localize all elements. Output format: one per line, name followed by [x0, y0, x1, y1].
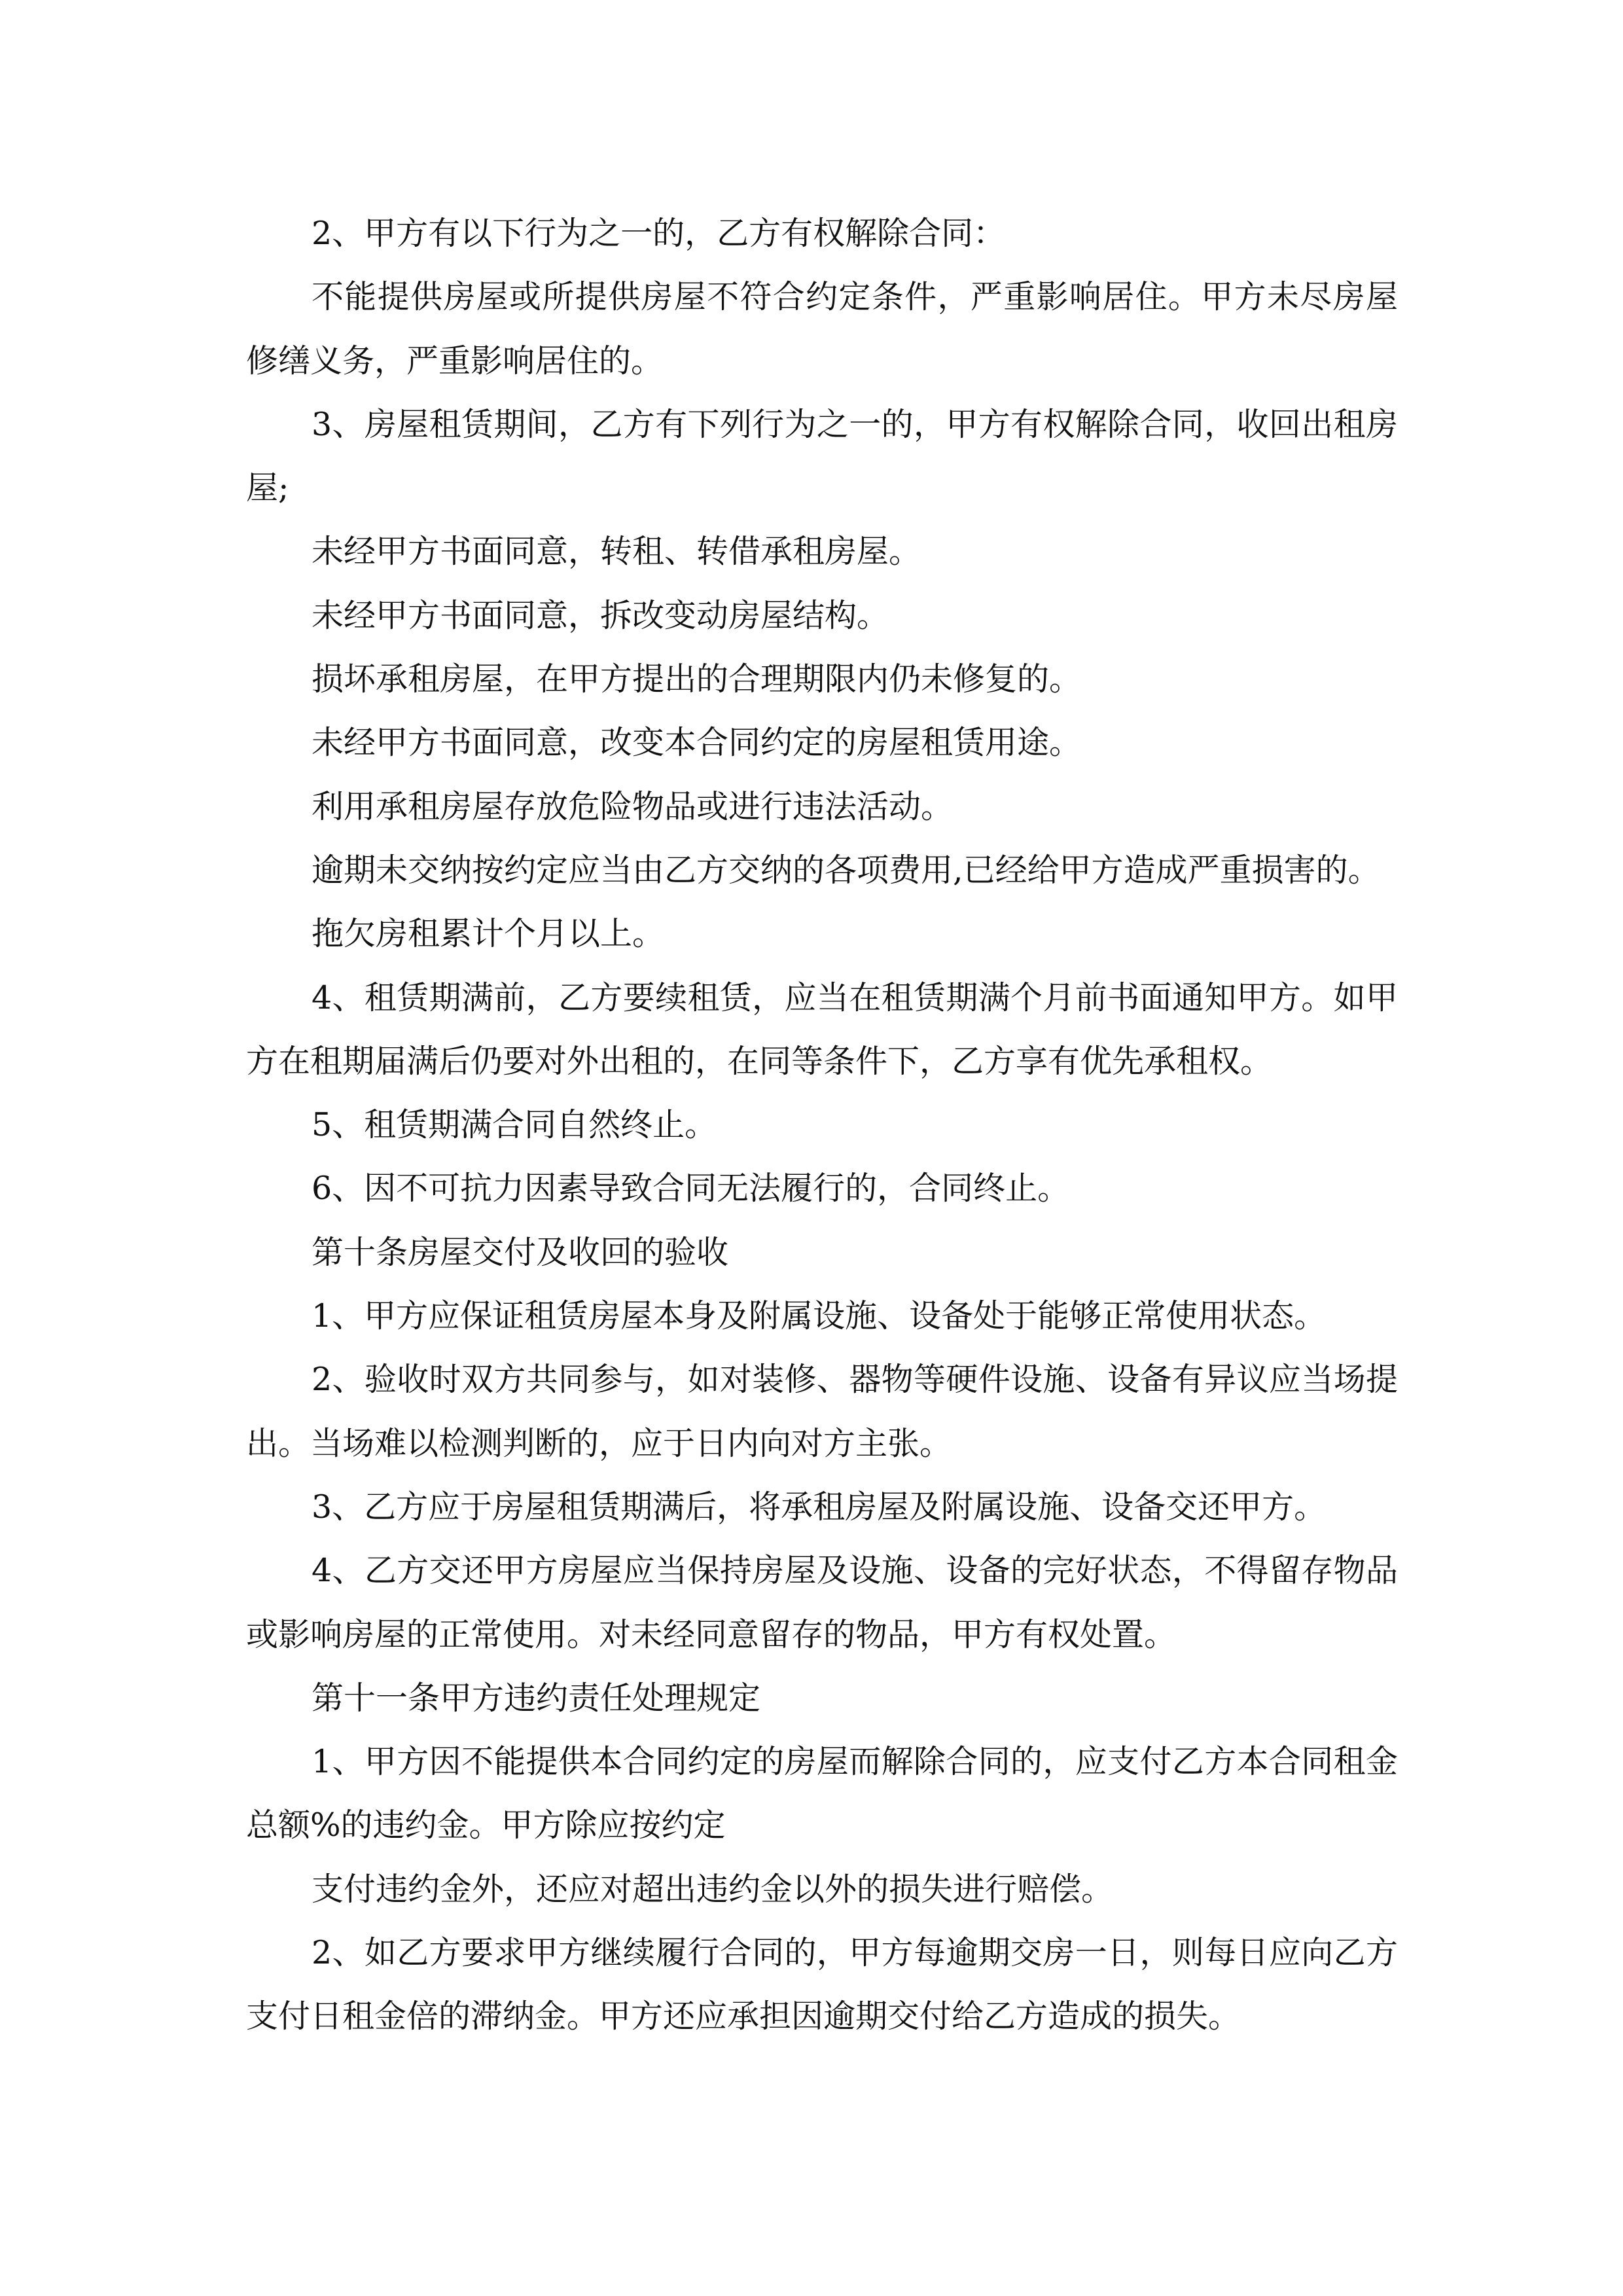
document-body [246, 202, 1398, 2049]
paragraph: 2、甲方有以下行为之一的，乙方有权解除合同： [312, 215, 1006, 252]
paragraph: 6、因不可抗力因素导致合同无法履行的，合同终止。 [312, 1170, 1070, 1208]
paragraph: 损坏承租房屋，在甲方提出的合理期限内仍未修复的。 [312, 660, 1082, 698]
section-heading: 第十条房屋交付及收回的验收 [312, 1233, 729, 1271]
paragraph: 4、租赁期满前，乙方要续租赁，应当在租赁期满个月前书面通知甲方。如甲方在租期届满后仍要对外出租的，在同等条件下，乙方享有优先承租权。 [246, 978, 1398, 1080]
paragraph: 未经甲方书面同意，改变本合同约定的房屋租赁用途。 [312, 724, 1082, 762]
paragraph: 支付违约金外，还应对超出违约金以外的损失进行赔偿。 [312, 1870, 1114, 1908]
paragraph: 2、验收时双方共同参与，如对装修、器物等硬件设施、设备有异议应当场提出。当场难以检测判断的，应于日内向对方主张。 [246, 1361, 1398, 1462]
paragraph: 3、乙方应于房屋租赁期满后，将承租房屋及附属设施、设备交还甲方。 [312, 1488, 1327, 1526]
paragraph: 未经甲方书面同意，拆改变动房屋结构。 [312, 596, 889, 634]
paragraph: 不能提供房屋或所提供房屋不符合约定条件，严重影响居住。甲方未尽房屋修缮义务，严重影响居住的。 [246, 278, 1398, 380]
paragraph: 1、甲方因不能提供本合同约定的房屋而解除合同的，应支付乙方本合同租金总额%的违约金。甲方除应按约定 [246, 1743, 1398, 1844]
paragraph: 3、房屋租赁期间，乙方有下列行为之一的，甲方有权解除合同，收回出租房屋; [246, 405, 1398, 507]
paragraph: 未经甲方书面同意，转租、转借承租房屋。 [312, 533, 921, 571]
paragraph: 1、甲方应保证租赁房屋本身及附属设施、设备处于能够正常使用状态。 [312, 1297, 1327, 1335]
paragraph: 2、如乙方要求甲方继续履行合同的，甲方每逾期交房一日，则每日应向乙方支付日租金倍的滞纳金。甲方还应承担因逾期交付给乙方造成的损失。 [246, 1934, 1398, 2036]
paragraph: 4、乙方交还甲方房屋应当保持房屋及设施、设备的完好状态，不得留存物品或影响房屋的正常使用。对未经同意留存的物品，甲方有权处置。 [246, 1552, 1398, 1653]
section-heading: 第十一条甲方违约责任处理规定 [312, 1679, 761, 1717]
paragraph: 5、租赁期满合同自然终止。 [312, 1106, 717, 1144]
paragraph: 逾期未交纳按约定应当由乙方交纳的各项费用,已经给甲方造成严重损害的。 [312, 851, 1380, 889]
paragraph: 拖欠房租累计个月以上。 [312, 915, 665, 953]
paragraph: 利用承租房屋存放危险物品或进行违法活动。 [312, 787, 954, 825]
